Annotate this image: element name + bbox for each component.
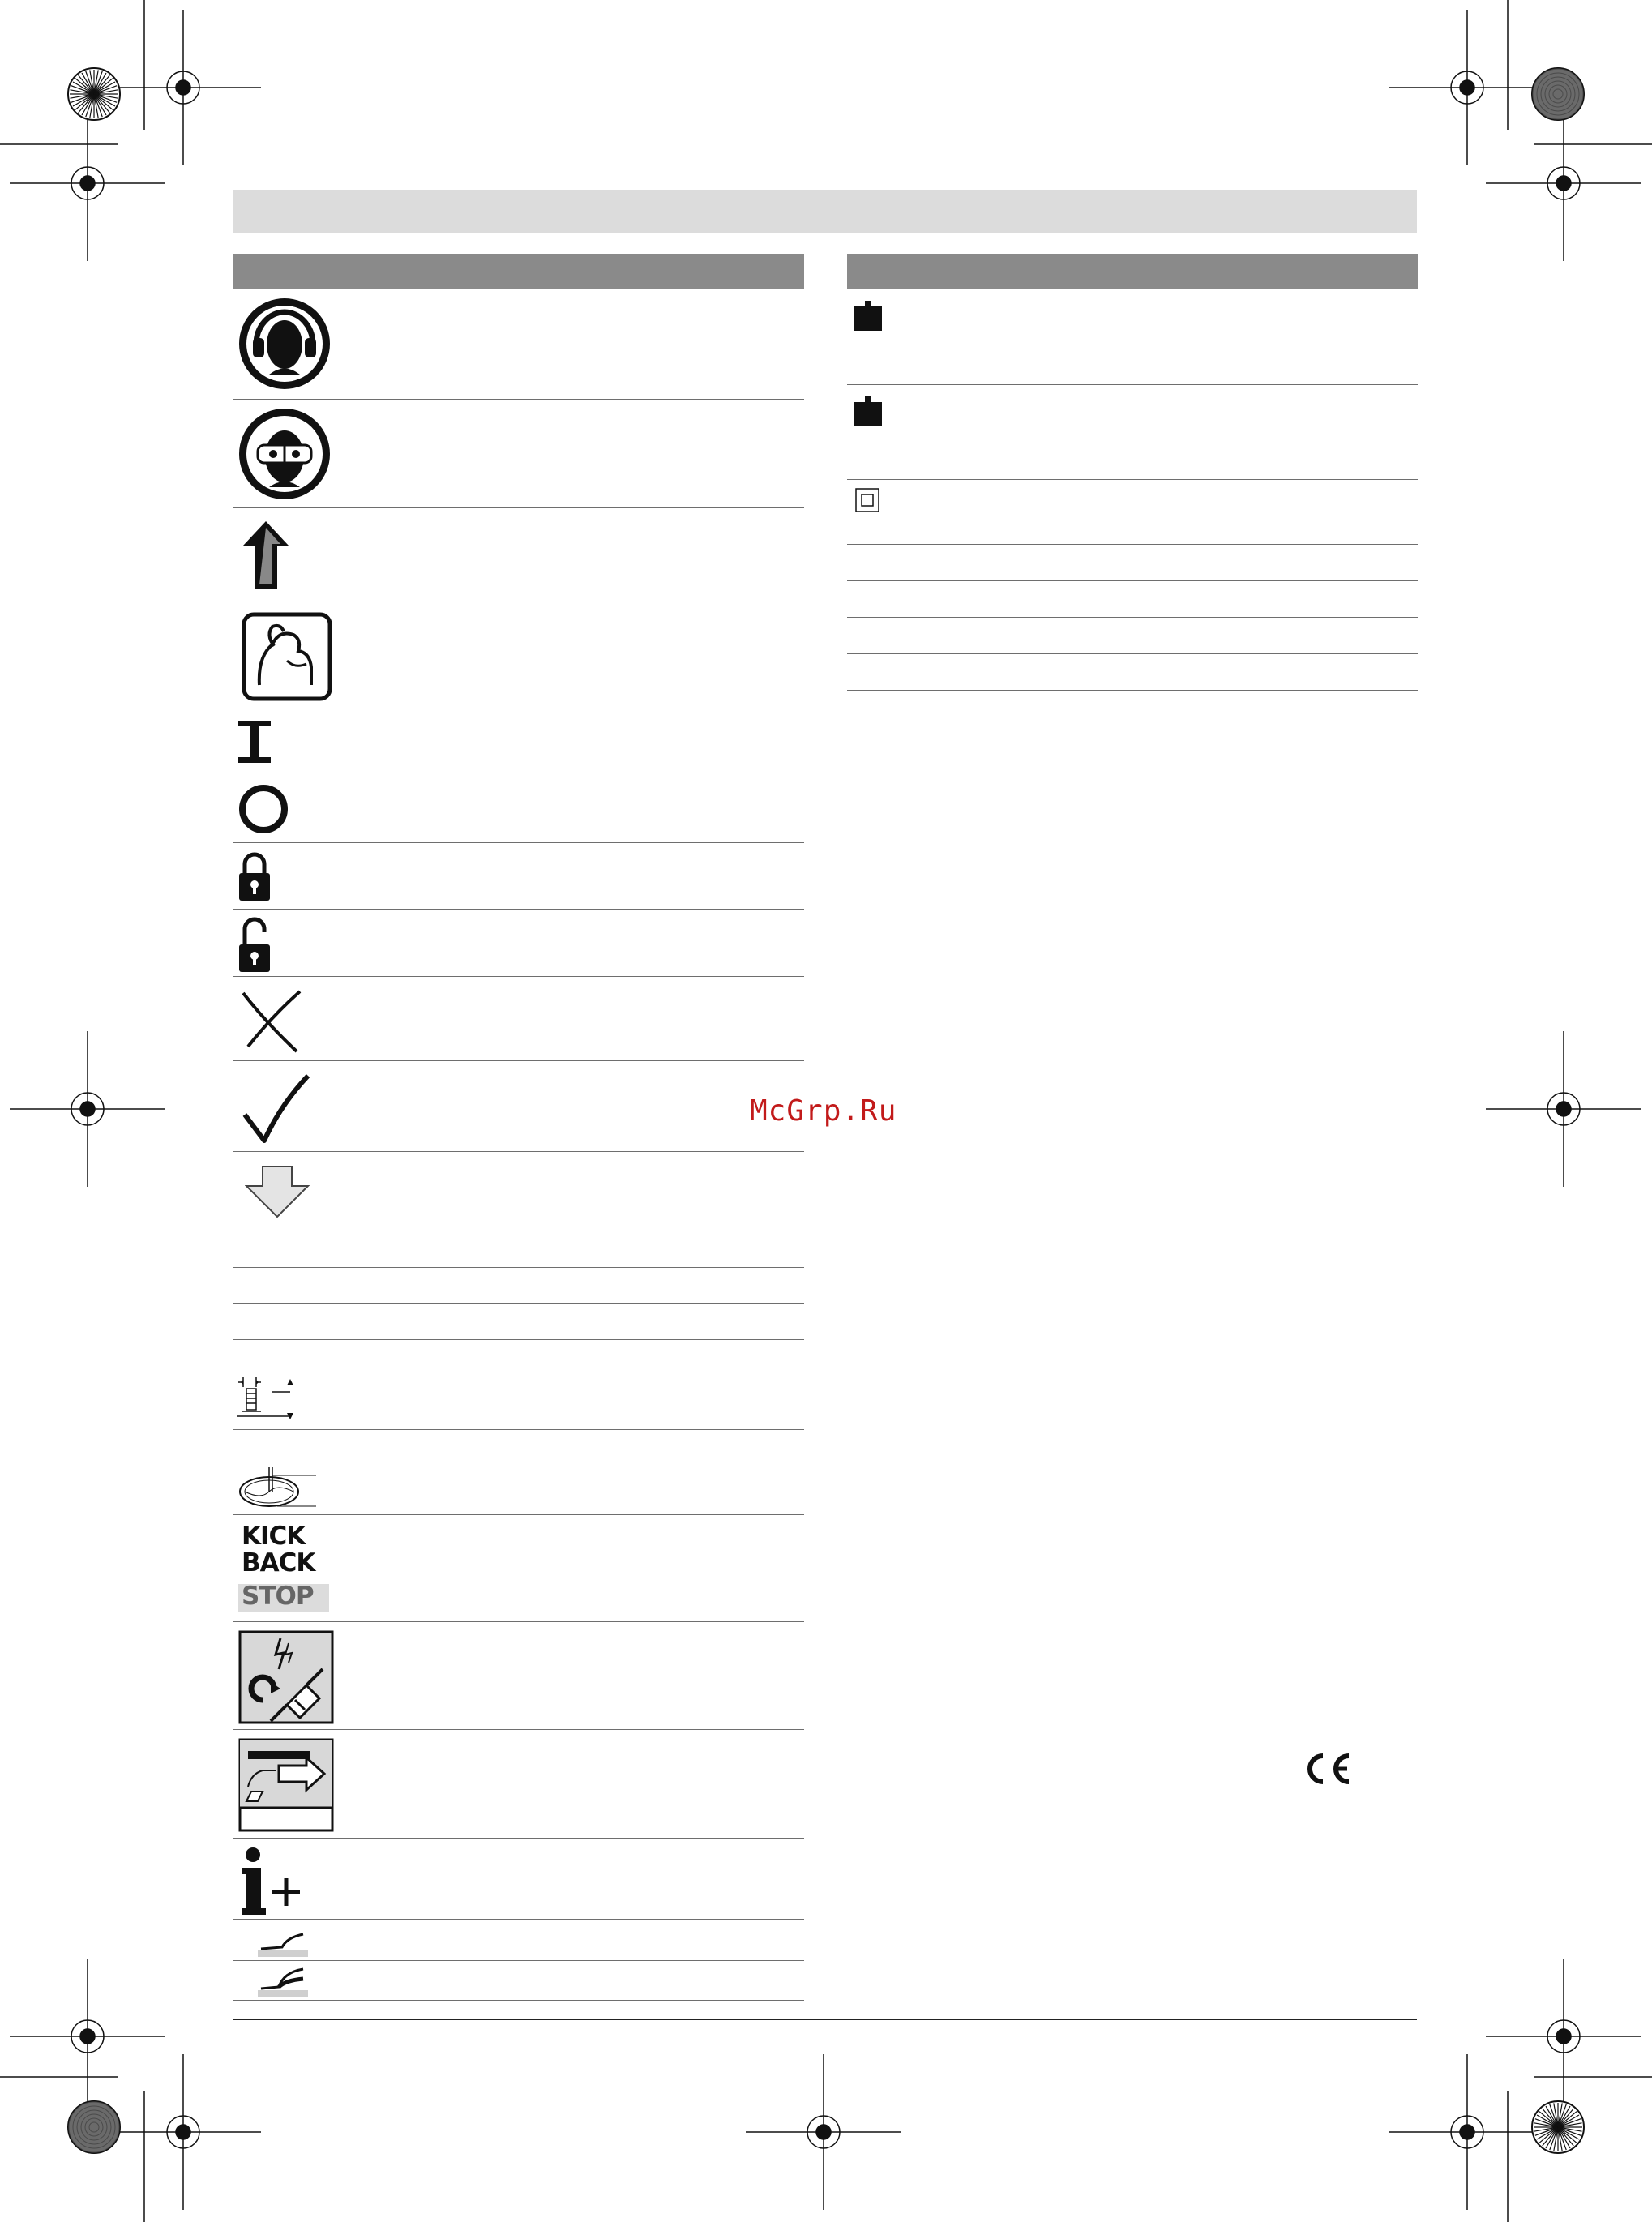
- on-switch-icon: [237, 719, 272, 764]
- locked-padlock-icon: [237, 851, 272, 903]
- weight-icon: [854, 396, 883, 427]
- protection-class-icon: [855, 488, 879, 512]
- symbol-row-disc: [233, 1430, 804, 1515]
- symbol-row-switch-on: [233, 709, 804, 777]
- spindle-thread-icon: [237, 1376, 300, 1423]
- data-row-weight-2: [847, 385, 1418, 480]
- symbol-row-down-arrow: [233, 1152, 804, 1231]
- header-band: [233, 190, 1417, 233]
- right-column-header: [847, 254, 1418, 289]
- info-plus-icon: [240, 1847, 306, 1916]
- kickback-stop-icon: [238, 1523, 329, 1612]
- data-row-empty-3: [847, 618, 1418, 654]
- footer-rule: [233, 2019, 1417, 2020]
- symbol-row-guard-low: [233, 1920, 804, 1961]
- two-hand-grip-icon: [242, 612, 332, 701]
- symbol-row-empty-1: [233, 1231, 804, 1268]
- kickback-word-3: STOP: [242, 1582, 314, 1611]
- symbol-row-kickback: [233, 1515, 804, 1622]
- kickback-word-1: KICK: [242, 1522, 306, 1551]
- symbol-row-switch-off: [233, 777, 804, 843]
- guard-low-icon: [258, 1926, 308, 1957]
- data-row-protection-class: [847, 480, 1418, 545]
- restart-protection-icon: [238, 1738, 334, 1832]
- symbol-row-empty-3: [233, 1304, 804, 1340]
- symbol-row-eye-protection: [233, 400, 804, 508]
- data-row-weight-1: [847, 289, 1418, 385]
- symbol-row-info: [233, 1839, 804, 1920]
- eye-protection-icon: [238, 408, 331, 500]
- data-row-empty-2: [847, 581, 1418, 618]
- data-row-empty-1: [847, 545, 1418, 581]
- left-column-header: [233, 254, 804, 289]
- disc-diameter-icon: [237, 1464, 318, 1509]
- direction-arrow-icon: [240, 520, 292, 591]
- symbol-row-plug: [233, 1622, 804, 1730]
- weight-icon: [854, 301, 883, 332]
- ear-protection-icon: [238, 298, 331, 390]
- ce-mark-icon: [1300, 1751, 1352, 1787]
- allowed-check-icon: [242, 1072, 310, 1145]
- kickback-word-2: BACK: [242, 1548, 315, 1578]
- watermark: McGrp.Ru: [750, 1094, 897, 1128]
- symbol-row-allowed: [233, 1061, 804, 1152]
- symbol-row-two-hands: [233, 602, 804, 709]
- symbol-row-spindle: [233, 1340, 804, 1430]
- symbol-row-direction: [233, 508, 804, 602]
- down-arrow-icon: [245, 1165, 310, 1218]
- symbol-row-unlocked: [233, 910, 804, 977]
- symbol-row-locked: [233, 843, 804, 910]
- symbol-row-guard-high: [233, 1961, 804, 2001]
- data-row-empty-4: [847, 654, 1418, 691]
- prohibited-cross-icon: [240, 988, 303, 1053]
- symbol-row-empty-2: [233, 1268, 804, 1304]
- symbol-row-ear-protection: [233, 289, 804, 400]
- guard-high-icon: [258, 1964, 308, 1998]
- symbol-row-prohibited: [233, 977, 804, 1061]
- symbol-row-restart: [233, 1730, 804, 1839]
- power-plug-warning-icon: [238, 1630, 334, 1724]
- off-switch-icon: [238, 784, 289, 834]
- unlocked-padlock-icon: [237, 916, 272, 974]
